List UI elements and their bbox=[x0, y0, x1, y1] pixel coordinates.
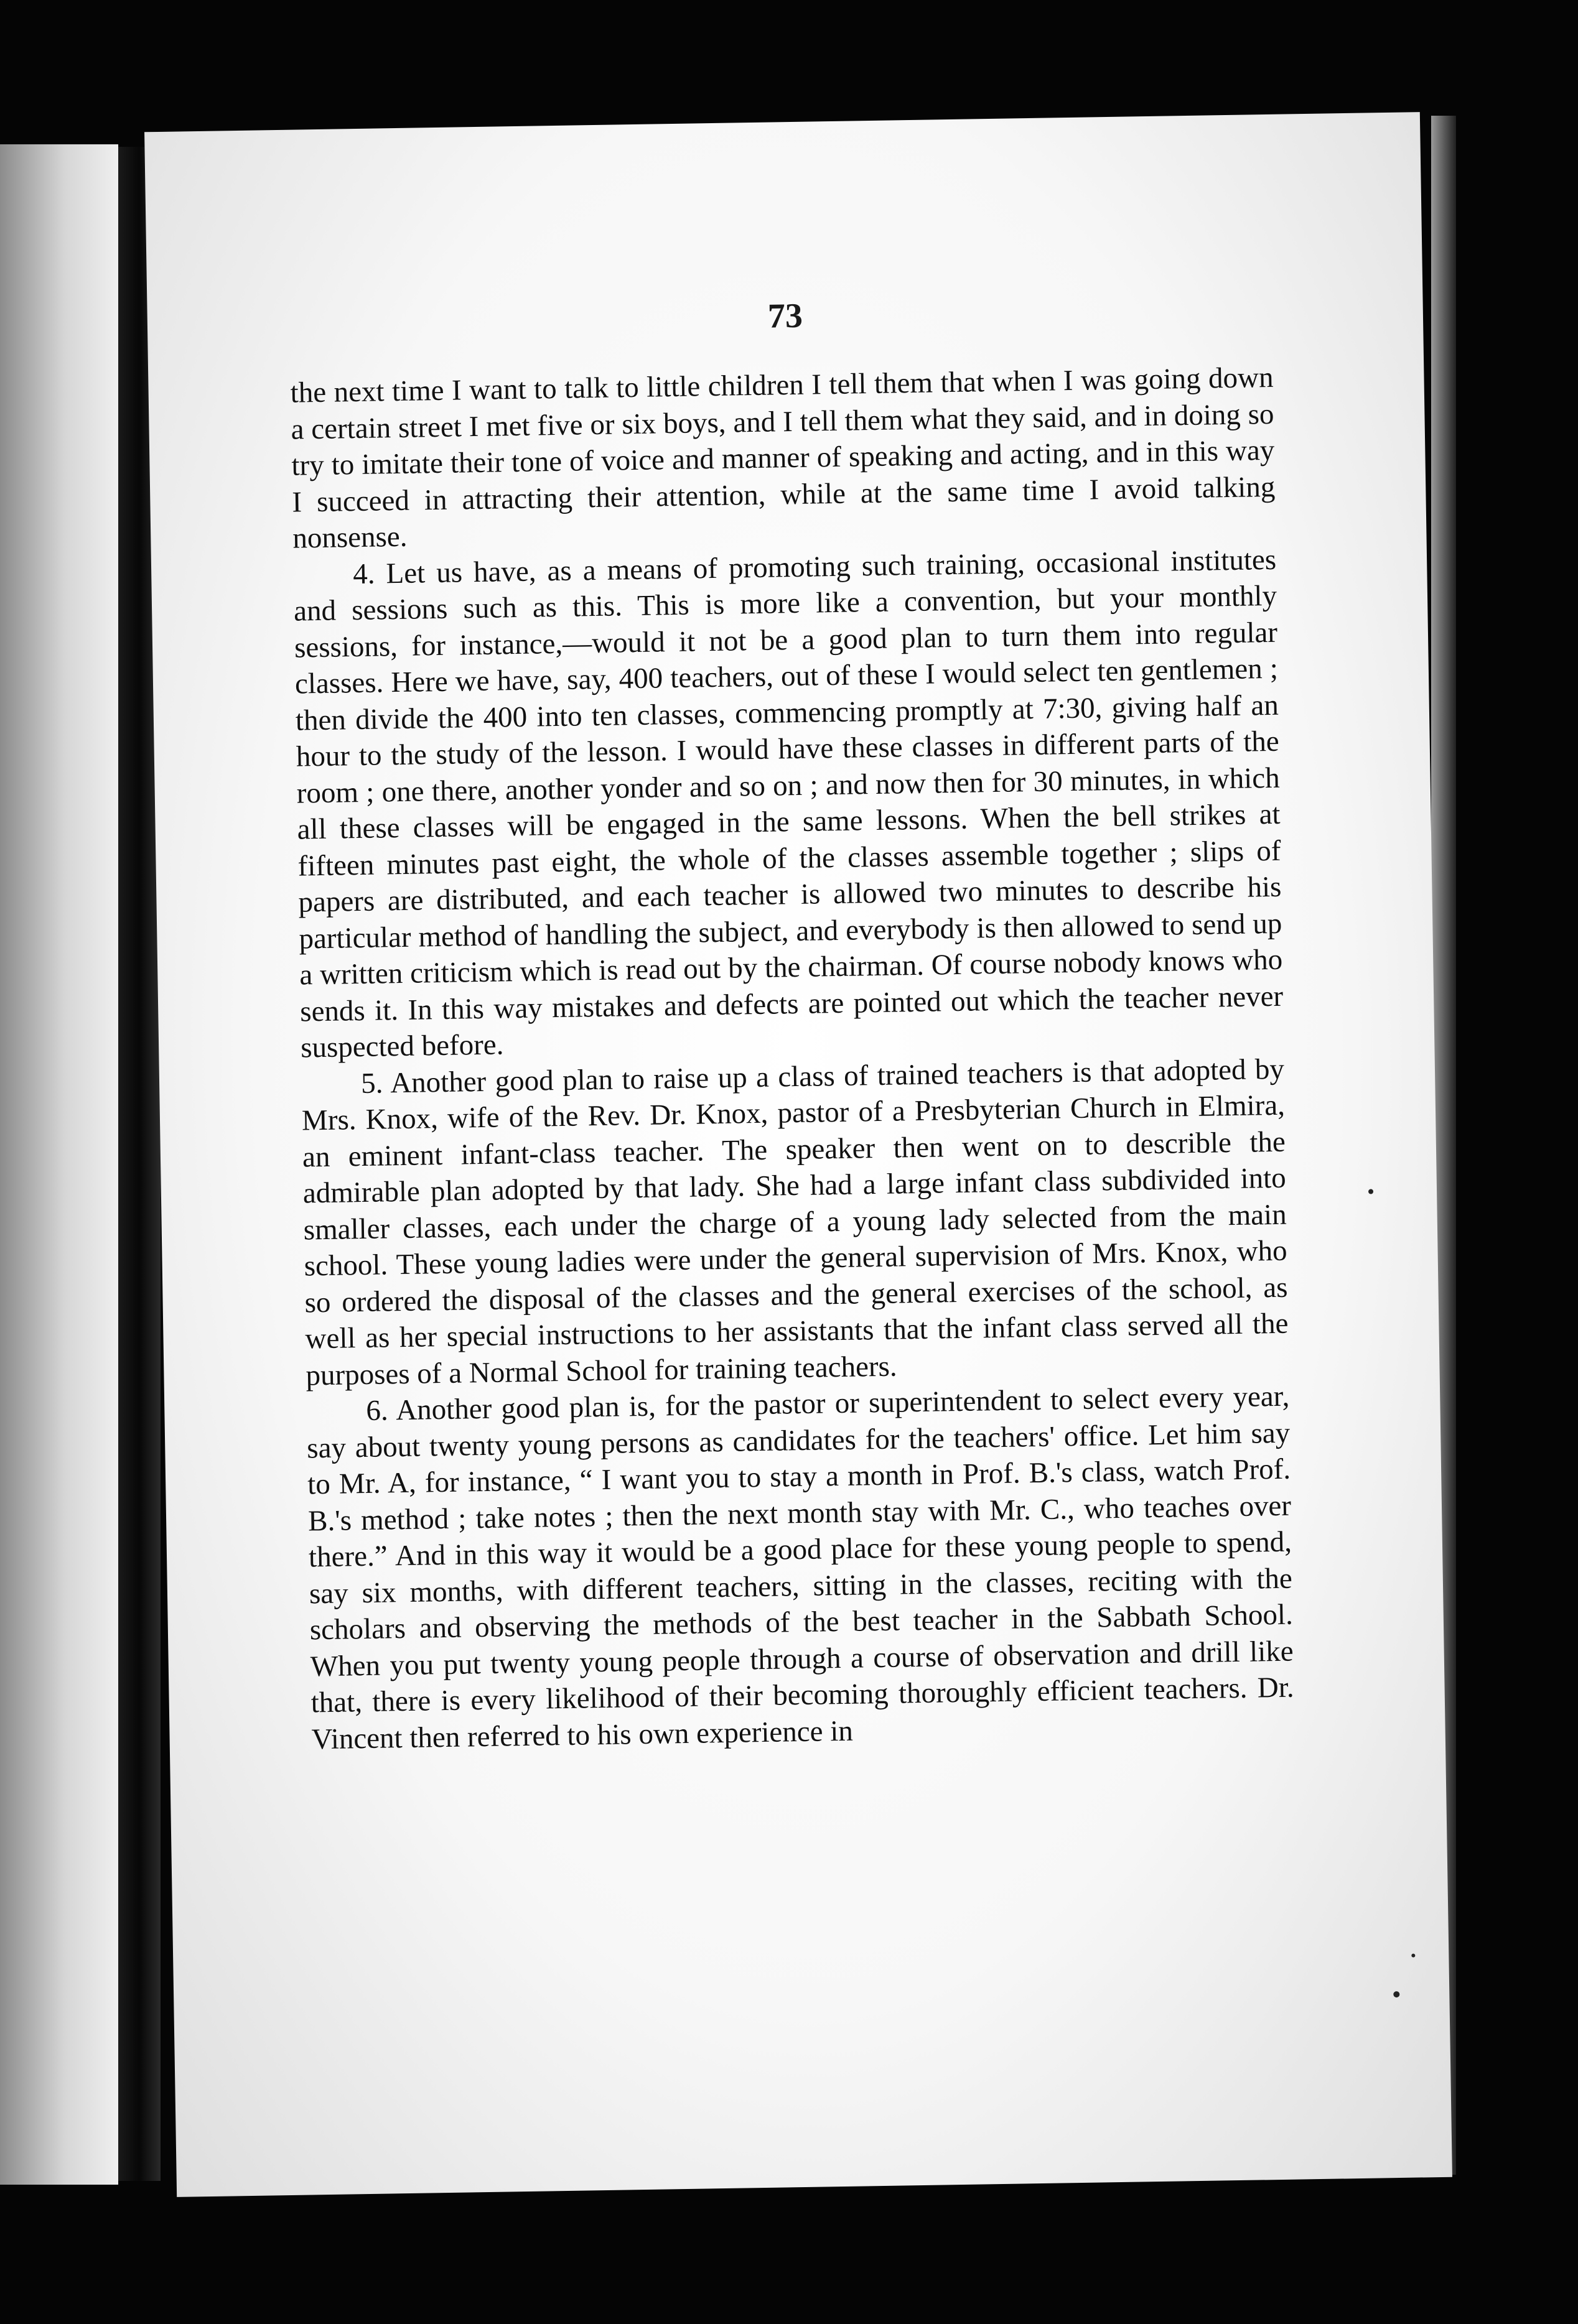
paragraph-continuation: the next time I want to talk to little children I tell them that when I was going down a certain street I met five or six boys, and I tell them what they said, and in doing so try to imitate their tone of voice and manner of speaking and acting, and in this way I succeed in attracting their attention, while at the same time I avoid talking nonsense. bbox=[290, 361, 1276, 555]
dust-speck bbox=[1368, 1189, 1373, 1194]
left-page-edge bbox=[0, 144, 118, 2185]
paragraph-point-6: 6. Another good plan is, for the pastor or superintendent to select every year, say about twenty young persons as candidates for the teachers' office. Let him say to Mr. A, for instance, “ I want you to stay a month in Prof. B.'s class, watch Prof. B.'s method ; take notes ; then the next month stay with Mr. C., who teaches over there.” And in this way it would be a good place for these young people to spend, say six months, with different teachers, sitting in the classes, reciting with the scholars and observing the methods of the best teacher in the Sabbath School. When you put twenty young people through a course of observation and drill like that, there is every likelihood of their becoming thoroughly efficient teachers. Dr. Vincent then referred to his own experience in bbox=[306, 1380, 1294, 1755]
dust-speck bbox=[1393, 1991, 1399, 1997]
dust-speck bbox=[1411, 1954, 1415, 1958]
book-page bbox=[144, 112, 1452, 2197]
paragraph-point-4: 4. Let us have, as a means of promoting such training, occasional institutes and sessions such as this. This is more like a convention, but your monthly sessions, for instance,—would it not be a good plan to turn them into regular classes. Here we have, say, 400 teachers, out of these I would select ten gentlemen ; then divide the 400 into ten classes, commencing promptly at 7:30, giving half an hour to the study of the lesson. I would have these classes in different parts of the room ; one there, another yonder and so on ; and now then for 30 minutes, in which all these classes will be engaged in the same lessons. When the bell strikes at fifteen minutes past eight, the whole of the classes assemble together ; slips of papers are distributed, and each teacher is allowed two minutes to describe his particular method of handling the subject, and everybody is then allowed to send up a written criticism which is read out by the chairman. Of course nobody knows who sends it. In this way mistakes and defects are pointed out which the teacher never suspected before. bbox=[293, 543, 1284, 1064]
page-number: 73 bbox=[767, 296, 803, 336]
paragraph-point-5: 5. Another good plan to raise up a class of trained teachers is that adopted by Mrs. Knox, wife of the Rev. Dr. Knox, pastor of a Presbyterian Church in Elmira, an eminent infant-class teacher. The speaker then went on to describle the admirable plan adopted by that lady. She had a large infant class subdivided into smaller classes, each under the charge of a young lady selected from the main school. These young ladies were under the general supervision of Mrs. Knox, who so ordered the disposal of the classes and the general exercises of the school, as well as her special instructions to her assistants that the infant class served all the purposes of a Normal School for training teachers. bbox=[301, 1053, 1289, 1392]
body-text bbox=[290, 360, 1295, 1758]
